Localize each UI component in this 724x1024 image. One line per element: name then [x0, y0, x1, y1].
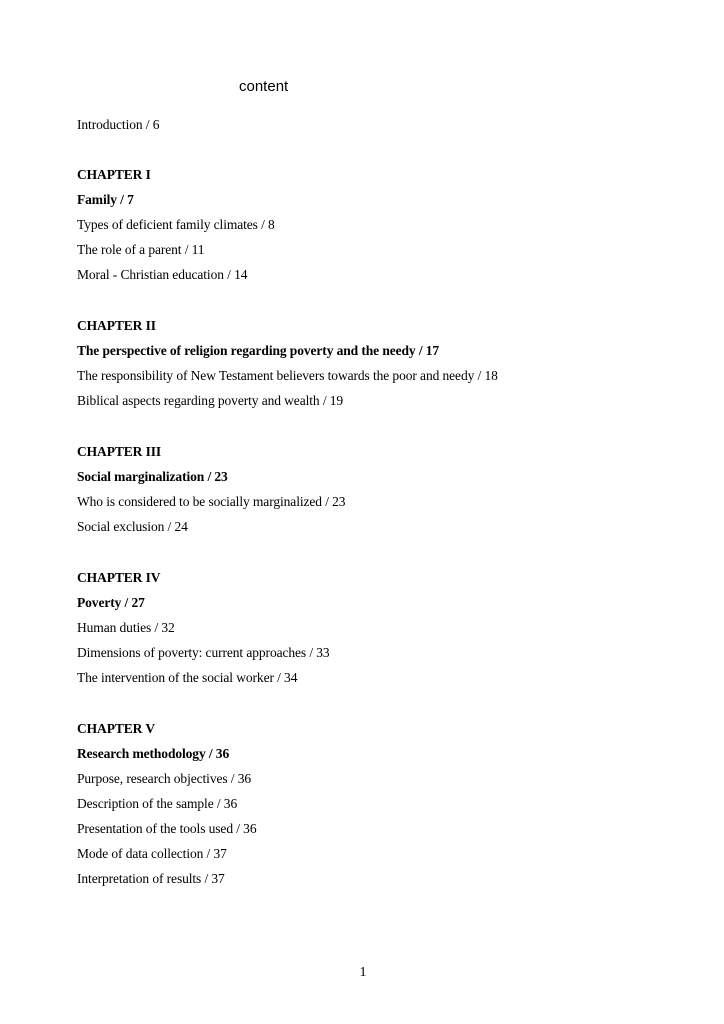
chapter-title: Social marginalization / 23	[77, 469, 228, 484]
chapter-heading: CHAPTER III	[77, 444, 162, 459]
toc-entry: Mode of data collection / 37	[77, 846, 227, 861]
chapter-heading: CHAPTER I	[77, 167, 151, 182]
chapter-title: Family / 7	[77, 192, 134, 207]
toc-entry: Types of deficient family climates / 8	[77, 217, 275, 232]
toc-entry: Social exclusion / 24	[77, 519, 188, 534]
toc-entry: Dimensions of poverty: current approaches / 33	[77, 645, 330, 660]
chapter-heading: CHAPTER II	[77, 318, 156, 333]
page-number: 1	[359, 965, 367, 980]
toc-entry: Who is considered to be socially marginalized / 23	[77, 494, 346, 509]
chapter-title: Poverty / 27	[77, 595, 145, 610]
toc-entry: Human duties / 32	[77, 620, 175, 635]
toc-entry: Description of the sample / 36	[77, 796, 238, 811]
chapter-heading: CHAPTER V	[77, 721, 155, 736]
toc-entry: Biblical aspects regarding poverty and wealth / 19	[77, 393, 344, 408]
toc-entry: Purpose, research objectives / 36	[77, 771, 252, 786]
toc-entry: The intervention of the social worker / 34	[77, 670, 298, 685]
chapter-title: Research methodology / 36	[77, 746, 230, 761]
toc-entry: The role of a parent / 11	[77, 242, 205, 257]
page-title: content	[239, 78, 289, 95]
chapter-title: The perspective of religion regarding poverty and the needy / 17	[77, 343, 440, 358]
toc-entry: The responsibility of New Testament believers towards the poor and needy / 18	[77, 368, 498, 383]
toc-entry: Interpretation of results / 37	[77, 871, 225, 886]
toc-entry: Presentation of the tools used / 36	[77, 821, 257, 836]
toc-entry: Moral - Christian education / 14	[77, 267, 248, 282]
chapter-heading: CHAPTER IV	[77, 570, 161, 585]
toc-introduction: Introduction / 6	[77, 117, 160, 132]
